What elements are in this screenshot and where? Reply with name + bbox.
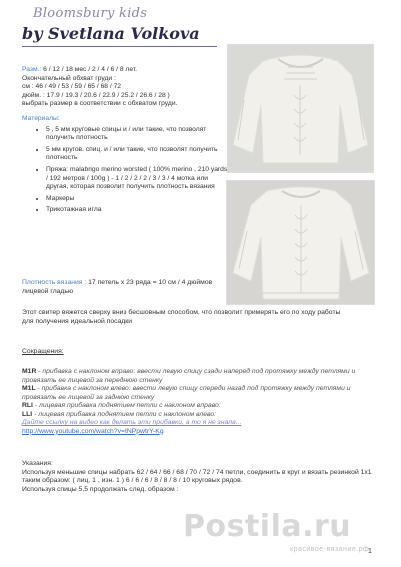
sizes-block — [22, 66, 230, 109]
sweater-image — [227, 181, 374, 304]
sizes-label: Разм.: — [22, 66, 42, 73]
sweater-photo-front — [227, 44, 374, 173]
gauge-value: 17 петель х 23 ряда = 10 см / 4 дюймов лицевой гладью — [22, 279, 213, 295]
abbr-code: M1R — [22, 368, 37, 375]
gauge-label: Плотность вязания : — [22, 279, 87, 286]
author-name: by Svetlana Volkova — [22, 24, 200, 43]
abbr-code: LLI — [22, 410, 33, 418]
abbr-code: RLI — [22, 402, 33, 409]
chest-title: Окончательный обхват груди : — [22, 74, 116, 82]
page-number: 1 — [368, 548, 372, 555]
instructions-title: Указания: — [22, 460, 53, 467]
material-item: • 5 мм кругов. спиц. и / или такие, что позволят получить плотность — [46, 146, 230, 163]
video-request-note: Дайте ссылку на видео как делать эти прибавки, а то я не знала... — [22, 419, 242, 426]
material-item: • Пряжа: malabrigo merino worsted ( 100% merino , 210 yards / 192 метров / 100g ) - 1 / 2 / 2 / 2 / 3 / 3 / 4 мотка или другая, которая позволит получить плотность вязания — [46, 166, 230, 192]
header-divider — [22, 46, 217, 47]
instructions-p1: Используя меньшие спицы набрать 62 / 64 / 66 / 68 / 70 / 72 / 74 петли, соединить в круг и вязать резинкой 1х1 таким образом: ( лиц. 1 , изн. 1 ) 6 / 6 / 6 / 8 / 8 / 8 / 10 круговых рядов. — [22, 468, 372, 484]
abbreviations-title-wrap — [22, 348, 374, 357]
postila-watermark: Postila.ru — [183, 509, 352, 544]
chest-cm: см : 46 / 49 / 53 / 59 / 65 / 68 / 72 — [22, 83, 122, 91]
abbr-m1l — [22, 385, 374, 402]
brand-name: Bloomsbury kids — [33, 6, 148, 21]
gauge-block — [22, 279, 232, 296]
youtube-link[interactable]: http://www.youtube.com/watch?v=tNPpwtrY-Kg — [22, 427, 164, 435]
material-item: • Маркеры — [46, 195, 230, 204]
sweater-photo-flat — [226, 180, 375, 305]
abbr-desc: - прибавка с наклоном влево: ввести левую спицу спереди назад под протяжку между петлями и провязать ее лицевой за заднюю стенку — [22, 385, 351, 401]
choose-size: выбрать размер в соответствии с обхватом груди. — [22, 100, 178, 108]
abbr-m1r — [22, 368, 374, 385]
instructions-p2: Используя спицы 5,5 продолжать след. образом : — [22, 485, 179, 493]
abbreviations-title: Сокращения: — [22, 348, 64, 355]
abbr-desc: - лицевая прибавка поднятием петли с наклоном вправо: — [32, 402, 221, 409]
material-item: • Трикотажная игла — [46, 206, 230, 215]
abbr-desc: - лицевая прибавка поднятием петли с наклоном влево: — [32, 410, 217, 418]
sizes-value: 6 / 12 / 18 мес / 2 / 4 / 6 / 8 лет. — [43, 66, 137, 73]
instructions-block — [22, 460, 374, 494]
abbr-code: M1L — [22, 385, 36, 392]
materials-title: Материалы: — [22, 114, 60, 122]
material-item: • 5 , 5 мм круговые спицы и / или такие, что позволят получить плотность — [46, 126, 230, 143]
left-column — [22, 66, 230, 218]
abbreviations-block — [22, 368, 374, 436]
abbr-rli — [22, 402, 374, 411]
chest-in: дюйм. : 17.9 / 19.3 / 20.6 / 22.9 / 25.2 / 26.6 / 28 ) — [22, 91, 170, 99]
abbr-lli — [22, 411, 374, 420]
site-watermark: красивое-вязание.рф — [290, 546, 370, 553]
abbr-desc: - прибавка с наклоном вправо: ввести левую спицу сзади наперед под протяжку между петлями и провязать ее лицевой за переднюю стенку — [22, 368, 356, 384]
materials-list — [22, 126, 230, 215]
intro-text: Этот свитер вяжется сверху вниз бесшовным способом, что позволит примерять его по ходу работы для получения идеальной посадки — [22, 309, 341, 325]
sweater-image — [228, 45, 373, 172]
